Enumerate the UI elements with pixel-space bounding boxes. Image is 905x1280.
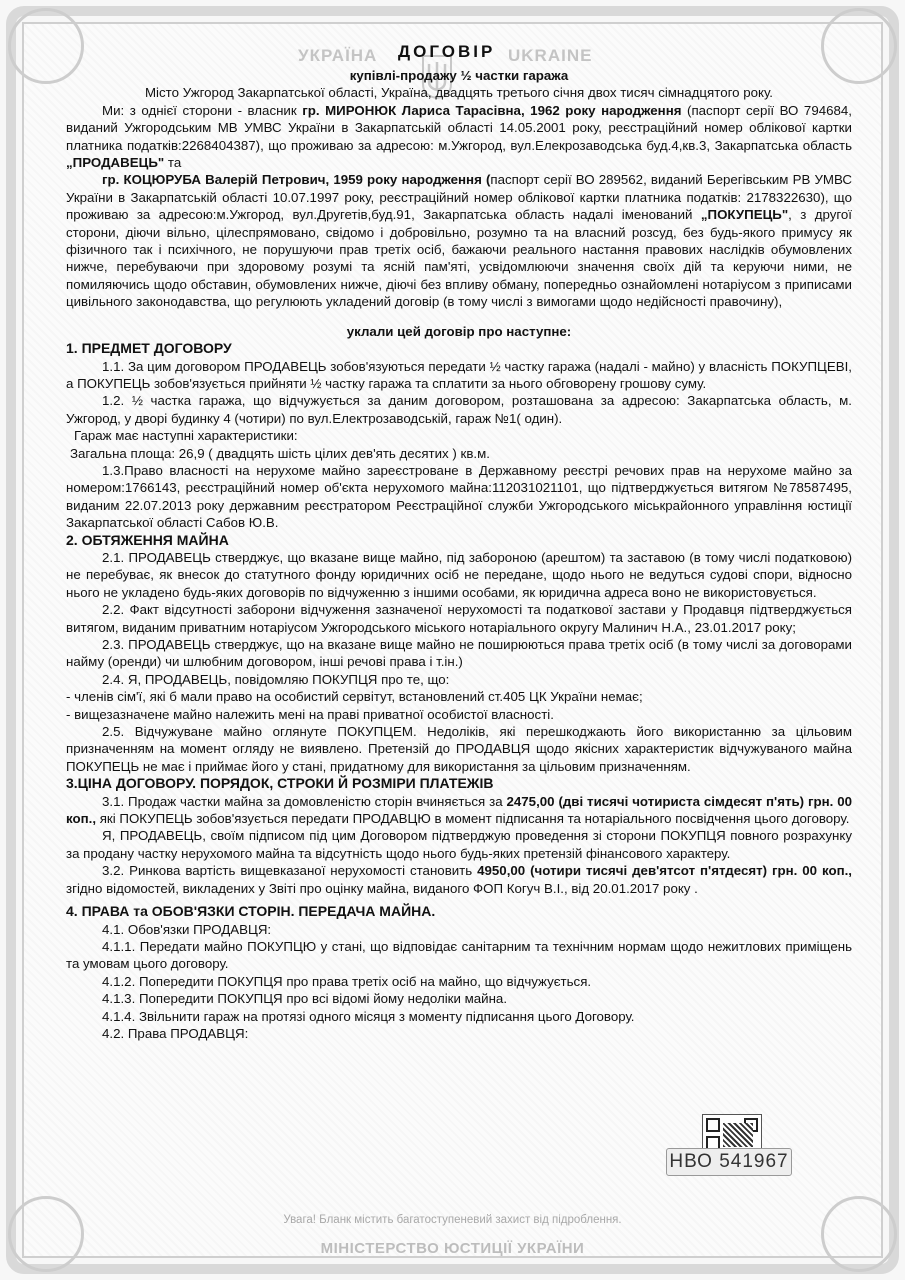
- ukraine-label-ua: УКРАЇНА: [298, 46, 378, 65]
- clause-4-1-4: 4.1.4. Звільнити гараж на протязі одного місяця з моменту підписання цього Договору.: [102, 1008, 635, 1024]
- clause-4-2: 4.2. Права ПРОДАВЦЯ:: [102, 1025, 249, 1041]
- contract-body: [66, 67, 852, 1042]
- market-value: 4950,00 (чотири тисячі дев'ятсот п'ятдесят) грн. 00 коп.,: [477, 863, 852, 879]
- clause-1-2: 1.2. ½ частка гаража, що відчужується за даним договором, розташована за адресою: Закарпатська область, м. Ужгород, у дворі будинку 4 (чотири) по вул.Електрозаводській, гараж №1( один).: [66, 393, 852, 426]
- clause-4-1-2: 4.1.2. Попередити ПОКУПЦЯ про права третіх осіб на майно, що відчужується.: [102, 973, 592, 989]
- clause-4-1: 4.1. Обов'язки ПРОДАВЦЯ:: [102, 921, 272, 937]
- garage-area: Загальна площа: 26,9 ( двадцять шість цілих дев'ять десятих ) кв.м.: [70, 445, 490, 461]
- sale-price: 2475,00 (дві тисячі чотириста сімдесят п'ять) грн. 00 коп.,: [66, 793, 852, 827]
- clause-4-1-3: 4.1.3. Попередити ПОКУПЦЯ про всі відомі йому недоліки майна.: [102, 991, 508, 1007]
- clause-2-5: 2.5. Відчужуване майно оглянуте ПОКУПЦЕМ. Недоліків, які перешкоджають його використанню за цільовим призначенням на момент огляду не виявлено. Претензій до ПРОДАВЦЯ щодо якісних характеристик відчужуваного майна ПОКУПЕЦЬ не має і приймає його у стані, придатному для використання за цільовим призначенням.: [66, 724, 852, 774]
- clause-4-1-1: 4.1.1. Передати майно ПОКУПЦЮ у стані, що відповідає санітарним та технічним нормам щодо нежитлових приміщень та умовам цього договору.: [66, 938, 852, 972]
- corner-ornament: [821, 1196, 897, 1272]
- clause-2-4-item: - вищезазначене майно належить мені на праві приватної особистої власності.: [66, 706, 554, 722]
- buyer-name: гр. КОЦЮРУБА Валерій Петрович, 1959 року народження (: [102, 172, 491, 188]
- clause-2-4-item: - членів сім'ї, які б мали право на особистий сервітут, встановлений ст.405 ЦК України немає;: [66, 689, 643, 705]
- section-2-title: 2. ОБТЯЖЕННЯ МАЙНА: [66, 531, 229, 548]
- section-1-title: 1. ПРЕДМЕТ ДОГОВОРУ: [66, 340, 232, 357]
- document-subtitle: купівлі-продажу ½ частки гаража: [349, 68, 569, 83]
- clause-2-2: 2.2. Факт відсутності заборони відчуження зазначеної нерухомості та податкової застави у Продавця підтверджується витягом, виданим приватним нотаріусом Ужгородського міського нотаріального округу Малинич Н.А., 23.01.2017 року;: [66, 602, 852, 635]
- clause-2-3: 2.3. ПРОДАВЕЦЬ стверджує, що на вказане вище майно не поширюються права третіх осіб (в тому числі за договорами найму (оренди) чи шлюбним договором, інші речові права і т.ін.): [66, 637, 852, 670]
- seller-paragraph: Ми: з однієї сторони - власник гр. МИРОНЮК Лариса Тарасівна, 1962 року народження (паспорт серії ВО 794684, виданий Ужгородським МВ УМВС України в Закарпатській області 14.05.2001 року, реєстраційний номер облікової картки платника податків:2268404387), що проживаю за адресою: м.Ужгород, вул.Елекрозаводська буд.4,кв.3, Закарпатська область „ПРОДАВЕЦЬ" та: [66, 102, 852, 171]
- seller-role: „ПРОДАВЕЦЬ": [66, 155, 165, 171]
- document-title: ДОГОВІР: [398, 42, 496, 61]
- city-date-line: Місто Ужгород Закарпатської області, Україна, двадцять третього січня двох тисяч сімнадцятого року.: [144, 85, 774, 101]
- section-4-title: 4. ПРАВА та ОБОВ'ЯЗКИ СТОРІН. ПЕРЕДАЧА МАЙНА.: [66, 903, 436, 920]
- blank-serial-number: НВО 541967: [666, 1148, 792, 1176]
- agreed-line: уклали цей договір про наступне:: [346, 323, 572, 339]
- clause-1-1: 1.1. За цим договором ПРОДАВЕЦЬ зобов'язуються передати ½ частку гаража (надалі - майно) у власність ПОКУПЦЕВІ, а ПОКУПЕЦЬ зобов'язується прийняти ½ частку гаража та сплатити за нього обговорену грошову суму.: [66, 358, 852, 391]
- clause-3-1: 3.1. Продаж частки майна за домовленістю сторін вчиняється за 2475,00 (дві тисячі чотириста сімдесят п'ять) грн. 00 коп., які ПОКУПЕЦЬ зобов'язується передати ПРОДАВЦЮ в момент підписання та нотаріального посвідчення цього договору.: [66, 793, 852, 827]
- garage-features-label: Гараж має наступні характеристики:: [74, 428, 298, 444]
- security-warning: Увага! Бланк містить багатоступеневий захист від підроблення.: [283, 1214, 622, 1226]
- seller-name: гр. МИРОНЮК Лариса Тарасівна, 1962 року народження: [302, 102, 682, 118]
- clause-2-4: 2.4. Я, ПРОДАВЕЦЬ, повідомляю ПОКУПЦЯ про те, що:: [102, 671, 450, 687]
- seller-confirmation: Я, ПРОДАВЕЦЬ, своїм підписом під цим Договором підтверджую проведення зі сторони ПОКУПЦЯ повного розрахунку за продану частку нерухомого майна та відсутність щодо нього будь-яких претензій фінансового характеру.: [66, 828, 852, 861]
- buyer-paragraph: гр. КОЦЮРУБА Валерій Петрович, 1959 року народження (паспорт серії ВО 289562, виданий Берегівським РВ УМВС України в Закарпатській області 10.07.1997 року, реєстраційний номер облікової картки платника податків: 2178322630), що проживаю за адресою:м.Ужгород, вул.Другетів,буд.91, Закарпатська область надалі іменований „ПОКУПЕЦЬ", з другої сторони, діючи вільно, цілеспрямовано, свідомо і добровільно, розумно та на власний розсуд, без будь-якого примусу як фізичного так і психічного, не порушуючи прав третіх осіб, бажаючи реального настання правових наслідків обумовлених нижче, перебуваючи при здоровому розумі та ясній пам'яті, усвідомлюючи значення своїх дій та керуючи ними, не помиляючись щодо обставин, обумовлених нижче, діючі без впливу обману, попередньо ознайомлені нотаріусом з приписами цивільного законодавства, що регулюють укладений договір (в тому числі з вимогами щодо недійсності правочину),: [66, 172, 852, 310]
- clause-3-2: 3.2. Ринкова вартість вищевказаної нерухомості становить 4950,00 (чотири тисячі дев'ятсот п'ятдесят) грн. 00 коп., згідно відомостей, викладених у Звіті про оцінку майна, виданого ФОП Когуч В.І., від 20.01.2017 року .: [66, 863, 852, 896]
- ukraine-label-en: UKRAINE: [508, 46, 593, 65]
- clause-1-3: 1.3.Право власності на нерухоме майно зареєстроване в Державному реєстрі речових прав на нерухоме майно за номером:1766143, реєстраційний номер об'єкта нерухомого майна:112031021101, що підтверджується витягом №78587495, виданим 22.07.2013 року державним реєстратором Реєстраційної служби Ужгородського міськрайонного управління юстиції Закарпатської області Сабов Ю.В.: [66, 462, 852, 531]
- clause-2-1: 2.1. ПРОДАВЕЦЬ стверджує, що вказане вище майно, під забороною (арештом) та заставою (в тому числі податковою) не перебуває, як внесок до статутного фонду юридичних осіб не передане, щодо нього не ведуться судові спори, відносно нього не укладено будь-яких договорів по відчуженню з іншими особами, як юридична адреса воно не використовується.: [66, 549, 852, 600]
- corner-ornament: [8, 1196, 84, 1272]
- buyer-role: „ПОКУПЕЦЬ": [700, 207, 789, 223]
- ministry-footer: МІНІСТЕРСТВО ЮСТИЦІЇ УКРАЇНИ: [320, 1240, 585, 1257]
- section-3-title: 3.ЦІНА ДОГОВОРУ. ПОРЯДОК, СТРОКИ Й РОЗМІРИ ПЛАТЕЖІВ: [66, 775, 494, 792]
